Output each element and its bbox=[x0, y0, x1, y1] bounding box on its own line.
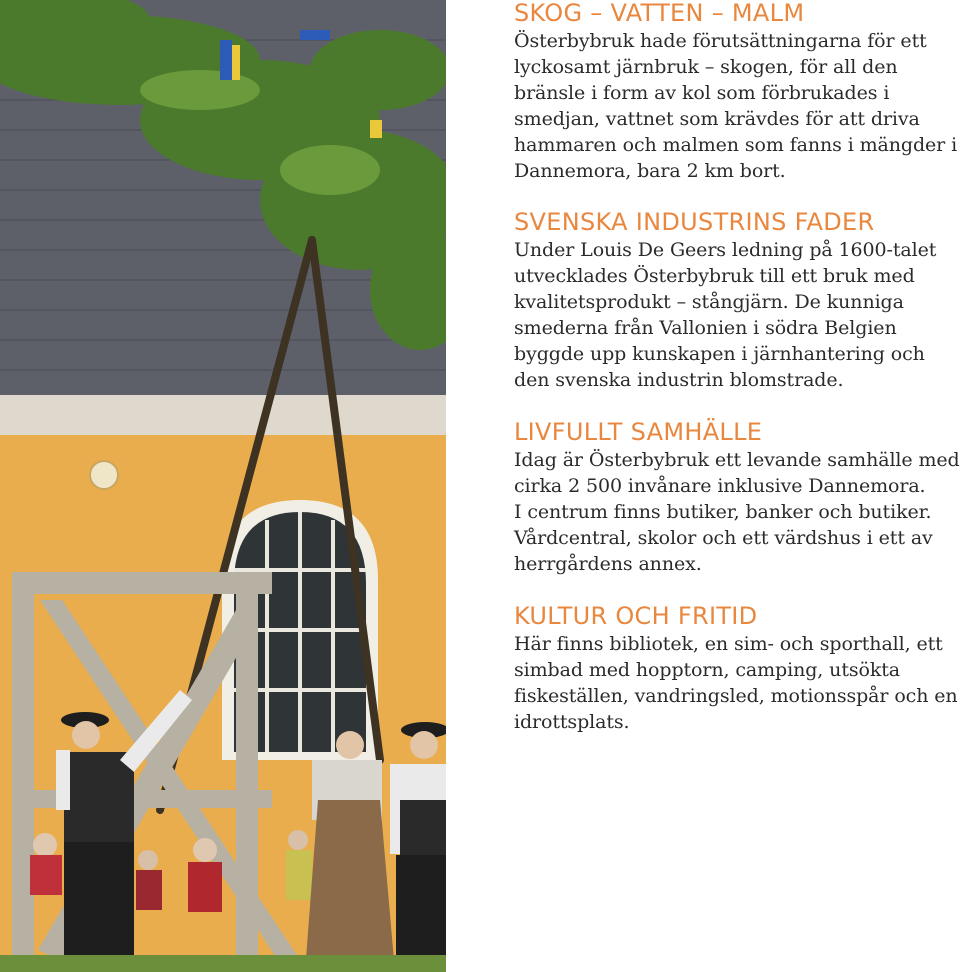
section-body bbox=[514, 28, 957, 184]
body-line: Här finns bibliotek, en sim- och sporthall, ett bbox=[514, 633, 943, 655]
body-line: den svenska industrin blomstrade. bbox=[514, 369, 844, 391]
section-heading: KULTUR OCH FRITID bbox=[514, 602, 758, 630]
section-heading: SKOG – VATTEN – MALM bbox=[514, 0, 805, 27]
body-line: fiskeställen, vandringsled, motionsspår och en bbox=[514, 685, 958, 707]
body-line: Under Louis De Geers ledning på 1600-talet bbox=[514, 239, 937, 261]
section-livfullt-samhalle bbox=[514, 419, 960, 577]
body-line: Idag är Österbybruk ett levande samhälle med bbox=[514, 449, 960, 471]
body-line: smedjan, vattnet som krävdes för att driva bbox=[514, 108, 920, 130]
woman-middle bbox=[305, 731, 395, 972]
body-line: cirka 2 500 invånare inklusive Dannemora. bbox=[514, 475, 926, 497]
section-body bbox=[514, 447, 960, 577]
section-heading: LIVFULLT SAMHÄLLE bbox=[514, 418, 763, 446]
body-line: I centrum finns butiker, banker och butiker. bbox=[514, 501, 932, 523]
body-line: Österbybruk hade förutsättningarna för ett bbox=[514, 30, 927, 52]
maypole-photo bbox=[0, 0, 446, 972]
body-line: herrgårdens annex. bbox=[514, 553, 702, 575]
body-line: bränsle i form av kol som förbrukades i bbox=[514, 82, 890, 104]
body-line: byggde upp kunskapen i järnhantering och bbox=[514, 343, 925, 365]
body-line: utvecklades Österbybruk till ett bruk med bbox=[514, 265, 915, 287]
section-heading: SVENSKA INDUSTRINS FADER bbox=[514, 208, 875, 236]
body-line: idrottsplats. bbox=[514, 711, 630, 733]
body-line: Dannemora, bara 2 km bort. bbox=[514, 160, 786, 182]
section-body bbox=[514, 631, 958, 735]
section-skog-vatten-malm bbox=[514, 0, 957, 184]
section-kultur-och-fritid bbox=[514, 603, 958, 735]
body-line: lyckosamt järnbruk – skogen, för all den bbox=[514, 56, 898, 78]
body-line: hammaren och malmen som fanns i mängder i bbox=[514, 134, 958, 156]
section-svenska-industrins-fader bbox=[514, 209, 936, 393]
body-line: Vårdcentral, skolor och ett värdshus i ett av bbox=[514, 527, 933, 549]
body-line: kvalitetsprodukt – stångjärn. De kunniga bbox=[514, 291, 904, 313]
section-body bbox=[514, 237, 936, 393]
body-line: simbad med hopptorn, camping, utsökta bbox=[514, 659, 901, 681]
body-line: smederna från Vallonien i södra Belgien bbox=[514, 317, 897, 339]
